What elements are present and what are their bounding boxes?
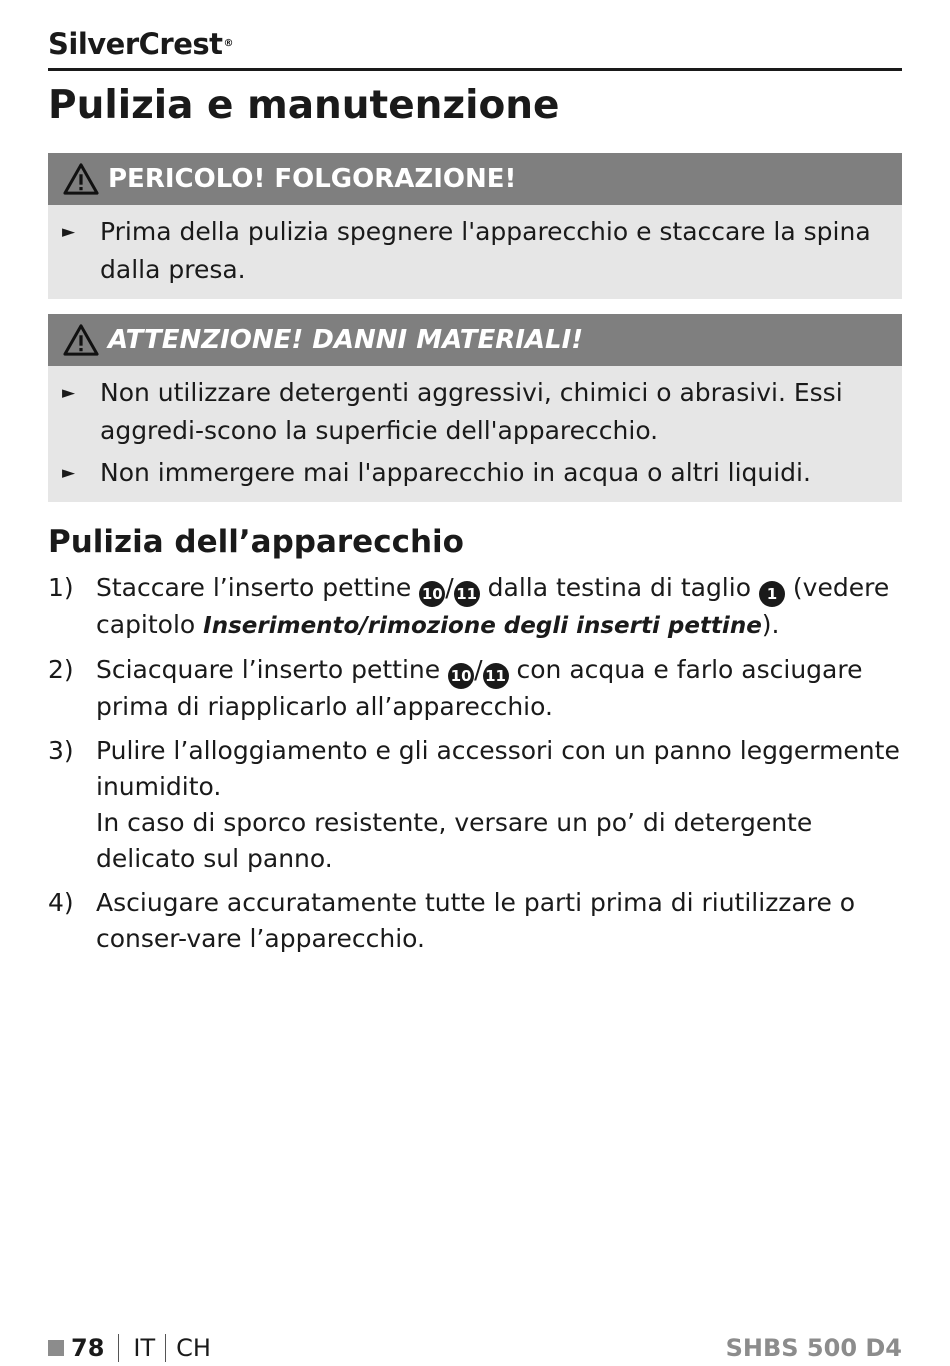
page-marker-icon [48, 1340, 64, 1356]
bullet-text: Prima della pulizia spegnere l'apparecchio e staccare la spina dalla presa. [100, 217, 871, 284]
bullet-arrow-icon: ► [62, 463, 76, 483]
page-footer [48, 1330, 902, 1366]
ref-slash: / [445, 573, 454, 602]
bullet-arrow-icon: ► [62, 222, 76, 242]
brand-logo [48, 26, 233, 62]
danger-box [48, 153, 902, 299]
step-number: 1) [48, 573, 74, 602]
bullet-text: Non immergere mai l'apparecchio in acqua o altri liquidi. [100, 458, 811, 487]
step-text-part: ). [761, 610, 780, 639]
step-2 [48, 652, 908, 725]
registered-mark: ® [223, 38, 234, 49]
ref-badge-10: 10 [448, 663, 474, 689]
step-text [96, 733, 908, 877]
step-text-part: dalla testina di taglio [487, 573, 751, 602]
step-text-part: In caso di sporco resistente, versare un po’ di detergente delicato sul panno. [96, 808, 813, 873]
model-number: SHBS 500 D4 [725, 1334, 902, 1362]
ref-badge-1: 1 [759, 581, 785, 607]
step-text-part: Staccare l’inserto pettine [96, 573, 412, 602]
step-text-part: (vedere capitolo [96, 573, 890, 639]
page-number: 78 [71, 1334, 105, 1362]
step-4 [48, 885, 908, 957]
list-item [62, 454, 888, 492]
step-text-part: Pulire l’alloggiamento e gli accessori con un panno leggermente inumidito. [96, 736, 900, 801]
step-text [96, 570, 908, 644]
chapter-reference: Inserimento/rimozione degli inserti pettine [203, 613, 762, 639]
ref-slash: / [474, 655, 483, 684]
warning-triangle-icon [62, 162, 100, 196]
warning-triangle-icon [62, 323, 100, 357]
caution-list [48, 366, 902, 502]
step-1 [48, 570, 908, 644]
danger-header [48, 153, 902, 205]
bullet-arrow-icon: ► [62, 383, 76, 403]
divider [165, 1334, 166, 1362]
step-number: 3) [48, 736, 74, 765]
step-text [96, 652, 908, 725]
danger-list [48, 205, 902, 299]
list-item [62, 374, 888, 450]
language-code: IT [133, 1334, 156, 1362]
page-title: Pulizia e manutenzione [48, 83, 560, 128]
divider [118, 1334, 119, 1362]
language-code: CH [176, 1334, 211, 1362]
step-text-part: con acqua e farlo asciugare prima di riapplicarlo all’apparecchio. [96, 655, 863, 721]
bullet-text: Non utilizzare detergenti aggressivi, chimici o abrasivi. Essi aggredi-scono la superficie dell'apparecchio. [100, 378, 843, 445]
step-text: Asciugare accuratamente tutte le parti prima di riutilizzare o conser-vare l’apparecchio. [96, 888, 856, 953]
brand-name: SilverCrest [48, 27, 223, 61]
step-3 [48, 733, 908, 877]
caution-heading: ATTENZIONE! DANNI MATERIALI! [108, 325, 584, 355]
step-number: 2) [48, 655, 74, 684]
ref-badge-11: 11 [454, 581, 480, 607]
header-rule [48, 68, 902, 71]
ref-badge-11: 11 [483, 663, 509, 689]
list-item [62, 213, 888, 289]
caution-box [48, 314, 902, 502]
danger-heading: PERICOLO! FOLGORAZIONE! [108, 164, 517, 194]
step-number: 4) [48, 888, 74, 917]
step-text-part: Sciacquare l’inserto pettine [96, 655, 441, 684]
section-title: Pulizia dell’apparecchio [48, 524, 464, 560]
steps-list [48, 570, 908, 965]
ref-badge-10: 10 [419, 581, 445, 607]
caution-header [48, 314, 902, 366]
